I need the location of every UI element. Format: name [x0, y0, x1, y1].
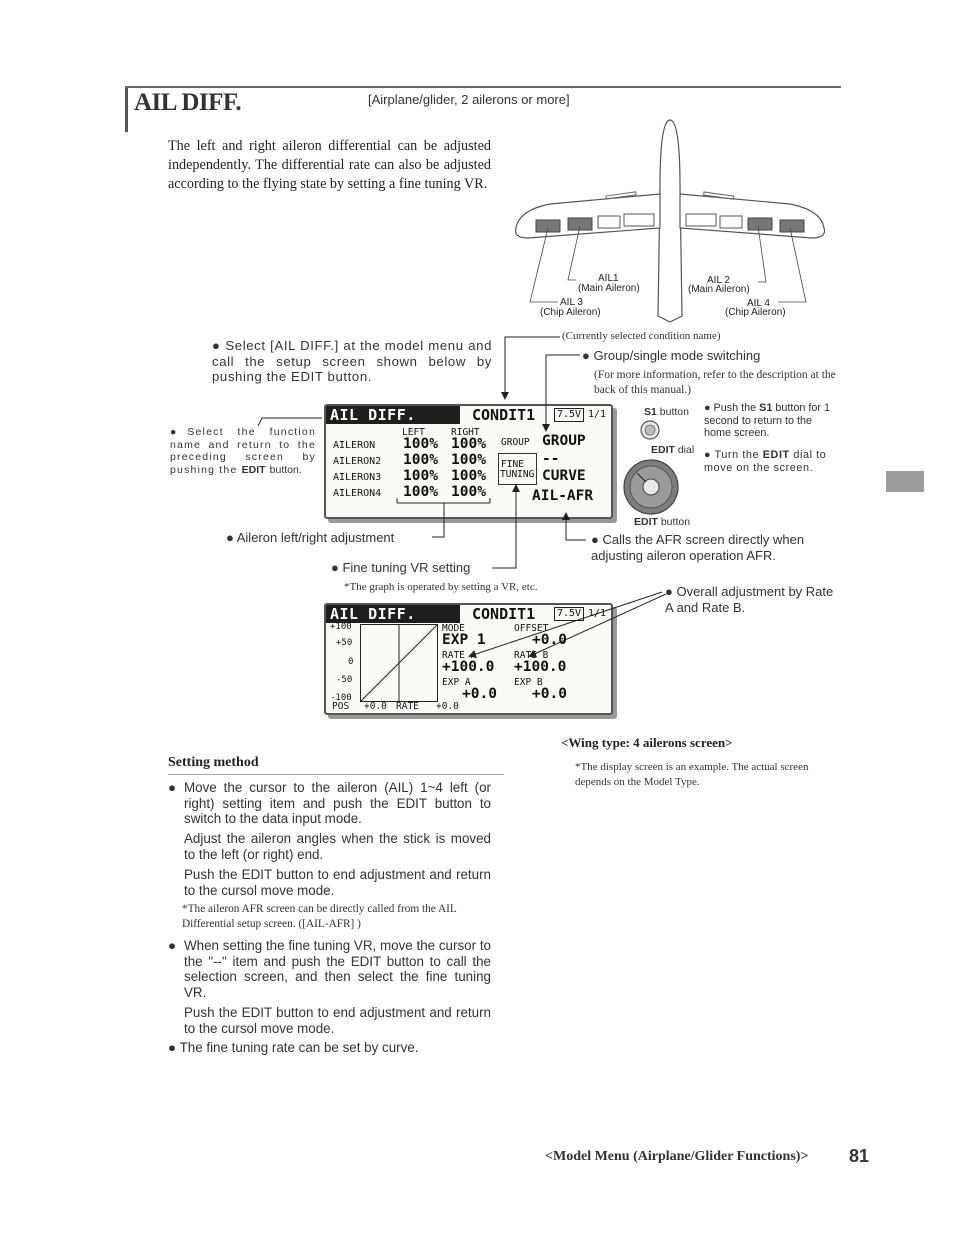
aileron3-row-name: AILERON3 [333, 472, 382, 483]
aileron-right-value[interactable]: 100% [451, 436, 486, 452]
edit-button-text: button [660, 516, 691, 528]
ail3-label: AIL 3 [560, 297, 583, 308]
ail2-label: AIL 2 [707, 275, 730, 286]
bullet-2-marker: ● [168, 938, 177, 953]
screen2-condition-name: CONDIT1 [472, 605, 536, 623]
s1-desc-b: S1 [759, 402, 773, 414]
edit-dial-desc-b: EDIT [762, 449, 790, 461]
screen1-page: 1/1 [588, 409, 607, 420]
step-2-end-text: Push the EDIT button to end adjustment and return to the cursol move mode. [184, 1005, 491, 1036]
ail2-sub: (Main Aileron) [688, 284, 750, 295]
page-subtitle: [Airplane/glider, 2 ailerons or more] [368, 92, 570, 107]
ail-afr-button[interactable]: AIL-AFR [532, 488, 594, 504]
intro-paragraph: The left and right aileron differential can be adjusted independently. The differential rate can also be adjusted according to the flying state by setting a fine tuning VR. [168, 138, 491, 192]
ail1-label: AIL1 [598, 273, 619, 284]
pos-value: +0.0 [364, 701, 387, 712]
page-title: AIL DIFF. [134, 89, 242, 116]
aileron-row-name: AILERON [333, 440, 376, 451]
s1-desc-a: ● Push the [704, 402, 757, 414]
edit-dial-text: dial [677, 444, 695, 456]
step-1-note: *The aileron AFR screen can be directly called from the AIL Differential setup screen. ([AIL-AFR] ) [182, 903, 457, 930]
select-function-end: button. [269, 463, 302, 476]
step-1-end-text: Push the EDIT button to end adjustment and return to the cursol move mode. [184, 867, 491, 898]
aileron2-row-name: AILERON2 [333, 456, 382, 467]
section-tab [886, 471, 924, 492]
aileron3-left-value[interactable]: 100% [403, 468, 438, 484]
rate-a-label: RATE A [442, 650, 477, 661]
page-number: 81 [849, 1146, 870, 1166]
edit-dial-desc-a: ● Turn the [704, 449, 760, 461]
aileron4-right-value[interactable]: 100% [451, 484, 486, 500]
s1-button-text: button [659, 406, 689, 418]
setting-method-title: Setting method [168, 755, 259, 770]
edit-dial-desc-c: dial to move on the screen. [704, 449, 827, 474]
ail1-sub: (Main Aileron) [578, 283, 640, 294]
screen1-condition-name: CONDIT1 [472, 406, 536, 424]
graph-note: *The graph is operated by setting a VR, etc. [344, 581, 538, 593]
screen2-function-title[interactable]: AIL DIFF. [326, 605, 460, 623]
ail4-sub: (Chip Aileron) [725, 307, 786, 318]
mode-label: MODE [442, 623, 465, 634]
edit-dial-label: EDIT [651, 444, 675, 456]
s1-label: S1 [644, 406, 657, 418]
fine-label: FINE [501, 459, 524, 470]
afr-calls-callout: ● Calls the AFR screen directly when adjusting aileron operation AFR. [591, 532, 805, 563]
step-2-text: When setting the fine tuning VR, move the cursor to the "--" item and push the EDIT button to call the selection screen, and then select the fine tuning VR. [184, 938, 491, 1000]
y-tick-zero: 0 [348, 657, 354, 667]
rate-value: +0.0 [436, 701, 459, 712]
screen2-page: 1/1 [588, 608, 607, 619]
group-mode-value[interactable]: GROUP [542, 433, 586, 449]
current-condition-callout: (Currently selected condition name) [562, 330, 721, 342]
ail3-sub: (Chip Aileron) [540, 307, 601, 318]
aileron3-right-value[interactable]: 100% [451, 468, 486, 484]
screen1-function-title[interactable]: AIL DIFF. [326, 406, 460, 424]
aileron2-right-value[interactable]: 100% [451, 452, 486, 468]
aileron4-row-name: AILERON4 [333, 488, 382, 499]
group-label: GROUP [501, 437, 530, 448]
step-1-text: Move the cursor to the aileron (AIL) 1~4 left (or right) setting item and push the EDIT button to switch to the data input mode. [184, 780, 491, 826]
fine-tuning-callout: ● Fine tuning VR setting [331, 560, 471, 575]
wing-type-caption: <Wing type: 4 ailerons screen> [561, 735, 733, 750]
y-tick-plus50: +50 [336, 638, 353, 648]
pos-label: POS [332, 701, 350, 712]
rate-label: RATE [396, 701, 419, 712]
exp-b-value[interactable]: +0.0 [532, 686, 567, 702]
bullet-1-marker: ● [168, 780, 177, 795]
setting-method-rule [168, 774, 504, 775]
mode-value[interactable]: EXP 1 [442, 632, 486, 648]
col-left-header: LEFT [402, 427, 425, 438]
select-menu-callout: ● Select [AIL DIFF.] at the model menu and call the setup screen shown below by pushing the EDIT button. [212, 338, 492, 384]
curve-button[interactable]: CURVE [542, 468, 586, 484]
rate-b-label: RATE B [514, 650, 549, 661]
col-right-header: RIGHT [451, 427, 480, 438]
edit-button-label: EDIT [634, 516, 658, 528]
step-3-text: ● The fine tuning rate can be set by curve. [168, 1040, 419, 1055]
exp-a-value[interactable]: +0.0 [462, 686, 497, 702]
aileron4-left-value[interactable]: 100% [403, 484, 438, 500]
aileron-adjust-callout: ● Aileron left/right adjustment [226, 530, 395, 545]
screen2-voltage: 7.5V [554, 607, 584, 621]
select-function-text: ●Select the function name and return to the preceding screen by pushing the [170, 426, 316, 476]
group-more-info: (For more information, refer to the description at the back of this manual.) [594, 369, 836, 396]
footer-section-name: <Model Menu (Airplane/Glider Functions)> [545, 1149, 809, 1164]
y-tick-minus50: -50 [336, 675, 353, 685]
display-note: *The display screen is an example. The actual screen depends on the Model Type. [575, 761, 809, 788]
y-tick-minus100: -100 [330, 693, 352, 703]
rate-a-value[interactable]: +100.0 [442, 659, 495, 675]
fine-tuning-vr-value[interactable]: -- [542, 451, 560, 467]
screen2-leader-lines [0, 580, 954, 660]
aileron2-left-value[interactable]: 100% [403, 452, 438, 468]
ail4-label: AIL 4 [747, 298, 770, 309]
tuning-label: TUNING [500, 469, 535, 480]
offset-value[interactable]: +0.0 [532, 632, 567, 648]
y-tick-plus100: +100 [330, 622, 352, 632]
rate-b-value[interactable]: +100.0 [514, 659, 567, 675]
exp-a-label: EXP A [442, 677, 471, 688]
screen1-voltage: 7.5V [554, 408, 584, 422]
group-switch-callout: ● Group/single mode switching [582, 348, 761, 363]
aileron-left-value[interactable]: 100% [403, 436, 438, 452]
s1-desc-c: button for 1 second to return to the home screen. [704, 402, 830, 439]
select-function-edit: EDIT [241, 463, 266, 476]
exp-b-label: EXP B [514, 677, 543, 688]
offset-label: OFFSET [514, 623, 549, 634]
step-1-adjust-text: Adjust the aileron angles when the stick is moved to the left (or right) end. [184, 831, 491, 862]
overall-adjust-callout: ● Overall adjustment by Rate A and Rate B. [665, 584, 834, 615]
